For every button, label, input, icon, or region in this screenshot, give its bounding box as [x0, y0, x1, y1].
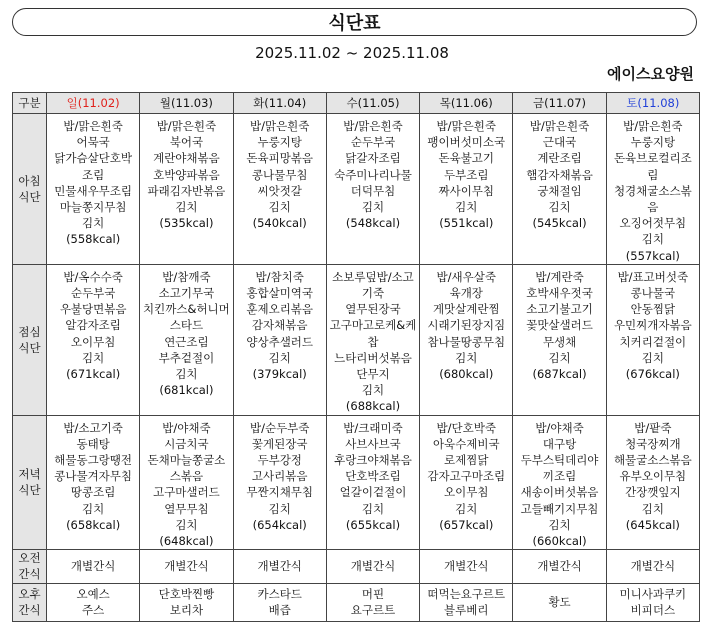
menu-item: 순두부국 [350, 135, 396, 150]
menu-cell [513, 583, 606, 621]
menu-item: 밥/소고기죽 [63, 420, 123, 435]
menu-item-list [327, 265, 419, 415]
menu-item: 미니사과쿠키 [619, 586, 687, 601]
menu-cell [233, 114, 326, 265]
menu-item: 밥/팥죽 [634, 420, 672, 435]
menu-item: 호박양파볶음 [153, 167, 220, 182]
menu-item: (540kcal) [252, 216, 307, 231]
menu-item: (655kcal) [345, 517, 401, 532]
menu-item: 민물새우무조림 [54, 183, 133, 198]
menu-cell [513, 114, 606, 265]
menu-item: 시금치국 [164, 436, 209, 451]
menu-item: 후랑크야채볶음 [334, 453, 412, 468]
menu-item: 밥/참깨죽 [162, 269, 211, 284]
menu-item-list [140, 416, 232, 550]
menu-item: 콩나물겨자무침 [54, 469, 133, 484]
menu-cell [420, 264, 513, 415]
menu-item: 숙주미나리나물 [334, 167, 412, 182]
menu-item: 머핀 [361, 586, 385, 601]
menu-item: 두부조림 [444, 167, 489, 182]
menu-item: 얼갈이겉절이 [339, 485, 407, 500]
menu-item: 소보루덮밥/소고 [332, 269, 414, 284]
menu-item: (687kcal) [532, 367, 587, 382]
menu-item: 고구마고로케&케 [329, 318, 417, 333]
menu-item-list [513, 416, 605, 550]
dinner-row-label [13, 415, 47, 550]
menu-item: (535kcal) [159, 216, 214, 231]
menu-item: 찹 [367, 334, 379, 349]
menu-item-list [234, 558, 326, 574]
menu-item-list [327, 416, 419, 533]
menu-item: 고사리볶음 [251, 469, 308, 484]
menu-item: 김치 [82, 501, 105, 516]
menu-item: 팽이버섯미소국 [427, 135, 506, 150]
menu-cell [47, 583, 140, 621]
menu-cell [233, 264, 326, 415]
row-label-line: 식단 [18, 483, 41, 498]
menu-item: 배즙 [268, 603, 291, 618]
menu-item: 오이무침 [444, 485, 489, 500]
menu-item: 밥/맑은흰죽 [249, 119, 310, 133]
menu-item: (676kcal) [625, 367, 680, 382]
menu-item: 밥/맑은흰죽 [436, 119, 496, 133]
menu-item: 치커리겉절이 [619, 334, 687, 349]
menu-item: 오징어젓무침 [619, 216, 687, 231]
menu-item-list [140, 586, 232, 618]
menu-item-list [47, 265, 139, 382]
menu-item: 닭갈자조림 [345, 151, 401, 166]
menu-item: 단호박조림 [345, 469, 401, 484]
menu-item: 치킨까스&허니머 [143, 302, 230, 317]
menu-cell [606, 583, 699, 621]
menu-item: 고들빼기지무침 [520, 501, 599, 516]
menu-item: 북어국 [169, 135, 204, 150]
menu-item: 밥/맑은흰죽 [529, 119, 590, 133]
lunch-row [13, 264, 700, 415]
menu-item-list [234, 265, 326, 382]
menu-item: 오예스 [76, 586, 110, 601]
menu-item-list [140, 114, 232, 231]
menu-item: (660kcal) [532, 534, 587, 549]
menu-item: 김치 [82, 216, 105, 231]
menu-item: 밥/옥수수죽 [63, 269, 123, 284]
menu-item: 음 [647, 200, 659, 215]
menu-item: 해물동그랑땡전 [54, 453, 133, 468]
menu-item-list [607, 586, 699, 618]
menu-cell [233, 415, 326, 550]
menu-item: 주스 [82, 603, 105, 618]
afternoon-snack-row [13, 583, 700, 621]
menu-item: 씨앗젓갈 [257, 183, 302, 198]
menu-item: 김치 [361, 501, 385, 516]
menu-item: 김치 [641, 232, 664, 247]
menu-item: 기죽 [361, 286, 385, 301]
row-label-line: 간식 [18, 567, 41, 582]
menu-item: 고구마샐러드 [153, 485, 220, 500]
menu-item: 꽃맛살샐러드 [526, 318, 593, 333]
menu-item: 김치 [361, 383, 385, 398]
menu-item: 개별간식 [444, 559, 489, 574]
menu-item: (645kcal) [625, 517, 680, 532]
menu-item: 두부스틱데리야 [520, 453, 599, 468]
menu-item: 오이무침 [70, 334, 116, 349]
menu-item: 육개장 [449, 286, 483, 301]
menu-item: 우불당면볶음 [59, 302, 127, 317]
menu-item: 김치 [175, 200, 198, 215]
menu-item-list [420, 416, 512, 533]
menu-item: 밥/야채죽 [162, 420, 211, 435]
menu-item: 두부강정 [257, 453, 302, 468]
menu-item: 김치 [548, 200, 571, 215]
menu-cell [420, 583, 513, 621]
menu-cell [326, 415, 419, 550]
menu-item: 로제찜닭 [444, 453, 489, 468]
menu-item: 돈육피망볶음 [246, 151, 314, 166]
morning-snack-row [13, 550, 700, 583]
day-header-friday: 금(11.07) [513, 93, 606, 114]
menu-cell [140, 550, 233, 583]
row-label-line: 오후 [18, 586, 41, 601]
menu-item: 새송이버섯볶음 [520, 485, 599, 500]
day-header-tuesday: 화(11.04) [233, 93, 326, 114]
menu-cell [420, 550, 513, 583]
menu-item: 밥/계란죽 [535, 269, 584, 284]
afternoon-snack-row-label [13, 583, 47, 621]
menu-item: 김치 [455, 200, 478, 215]
menu-item: 훈제오리볶음 [246, 302, 314, 317]
menu-item-list [47, 586, 139, 618]
menu-item-list [513, 558, 605, 574]
menu-item: 떠먹는요구르트 [427, 586, 506, 601]
menu-item-list [420, 114, 512, 231]
menu-item-list [234, 114, 326, 231]
menu-item-list [607, 114, 699, 264]
morning-snack-row-label [13, 550, 47, 583]
menu-item: 사브사브국 [345, 436, 401, 451]
menu-item: 유부오이무침 [619, 469, 687, 484]
menu-item: 밥/표고버섯죽 [617, 269, 689, 284]
menu-item-list [420, 558, 512, 574]
row-label-line: 점심 [18, 324, 41, 339]
menu-item: 밥/순두부죽 [249, 420, 310, 435]
menu-item: 양상추샐러드 [246, 334, 314, 349]
breakfast-row-label [13, 114, 47, 265]
menu-title-box [12, 8, 697, 36]
menu-item: 김치 [641, 350, 664, 365]
day-header-row [13, 93, 700, 114]
menu-item-list [607, 416, 699, 533]
menu-cell [326, 550, 419, 583]
menu-cell [140, 415, 233, 550]
menu-item: 돈육불고기 [438, 151, 495, 166]
menu-item-list [513, 265, 605, 382]
menu-item: 김치 [175, 367, 198, 382]
menu-item: 스볶음 [169, 469, 204, 484]
menu-item: 비피더스 [630, 603, 676, 618]
breakfast-row [13, 114, 700, 265]
menu-cell [326, 583, 419, 621]
menu-item: 콩나물무침 [251, 167, 308, 182]
menu-item: 감자채볶음 [251, 318, 308, 333]
menu-item: 요구르트 [350, 603, 396, 618]
menu-item: (654kcal) [252, 517, 307, 532]
menu-item: (558kcal) [66, 232, 121, 247]
menu-item: (671kcal) [66, 367, 121, 382]
menu-item: 밥/야채죽 [535, 420, 584, 435]
day-header-saturday: 토(11.08) [606, 93, 699, 114]
menu-item: 김치 [82, 350, 105, 365]
menu-item: 아욱수제비국 [432, 436, 500, 451]
menu-item: 파래김자반볶음 [147, 183, 226, 198]
menu-item: 누룽지탕 [257, 135, 302, 150]
row-label-line: 식단 [18, 340, 41, 355]
menu-item: 무짠지채무침 [246, 485, 314, 500]
menu-item: 황도 [548, 595, 571, 610]
menu-item: 해물굴소스볶음 [613, 453, 692, 468]
menu-item: 알감자조림 [65, 318, 121, 333]
menu-item: (657kcal) [439, 517, 494, 532]
menu-item: 조림 [82, 167, 105, 182]
menu-item: 근대국 [542, 135, 577, 150]
menu-item: 소고기불고기 [526, 302, 593, 317]
menu-item: 햄감자채볶음 [526, 167, 593, 182]
menu-item: 연근조림 [164, 334, 209, 349]
menu-item: 개별간식 [164, 559, 209, 574]
day-header-sunday: 일(11.02) [47, 93, 140, 114]
menu-item: 홍합살미역국 [246, 286, 314, 301]
menu-item: 호박새우젓국 [526, 286, 593, 301]
menu-item: 밥/맑은흰죽 [623, 119, 683, 133]
date-range: 2025.11.02 ~ 2025.11.08 [255, 44, 449, 62]
menu-item: 무생채 [542, 334, 577, 349]
row-label-line: 식단 [18, 189, 41, 204]
menu-cell [420, 114, 513, 265]
menu-item: 끼조림 [542, 469, 577, 484]
menu-item: 밥/새우살죽 [436, 269, 496, 284]
menu-item: 밥/맑은흰죽 [63, 119, 123, 133]
menu-cell [606, 550, 699, 583]
menu-item: 개별간식 [257, 559, 302, 574]
menu-item: (648kcal) [159, 534, 214, 549]
menu-item: 짜사이무침 [438, 183, 495, 198]
menu-item: 열무된장국 [345, 302, 401, 317]
menu-item: 대구탕 [542, 436, 577, 451]
menu-item: 열무무침 [164, 501, 209, 516]
menu-item: 시래기된장지짐 [427, 318, 506, 333]
menu-item: 더덕무침 [350, 183, 396, 198]
menu-item: (688kcal) [345, 399, 401, 414]
menu-item: 마늘쫑지무침 [59, 200, 127, 215]
menu-item: 우민찌개자볶음 [613, 318, 692, 333]
menu-item: 돈육브로컬리조 [613, 151, 692, 166]
menu-cell [47, 415, 140, 550]
menu-item: 스타드 [169, 318, 204, 333]
day-header-wednesday: 수(11.05) [326, 93, 419, 114]
menu-item-list [420, 586, 512, 618]
menu-item: 블루베리 [444, 603, 489, 618]
menu-item: 꽃게된장국 [251, 436, 308, 451]
menu-item: 밥/크래미죽 [343, 420, 403, 435]
menu-item-list [47, 416, 139, 533]
row-label-line: 오전 [18, 551, 41, 566]
menu-cell [326, 264, 419, 415]
menu-item-list [47, 558, 139, 574]
menu-cell [513, 415, 606, 550]
menu-item: 김치 [268, 501, 291, 516]
menu-cell [513, 264, 606, 415]
menu-cell [47, 114, 140, 265]
menu-item: 김치 [548, 517, 571, 532]
menu-cell [606, 415, 699, 550]
row-label-line: 아침 [18, 173, 41, 188]
day-header-monday: 월(11.03) [140, 93, 233, 114]
menu-item: 어묵국 [76, 135, 110, 150]
menu-item: 청국장찌개 [625, 436, 681, 451]
menu-item: 밥/맑은흰죽 [156, 119, 217, 133]
menu-item-list [607, 265, 699, 382]
menu-item: 단호박찐빵 [158, 586, 215, 601]
menu-cell [606, 264, 699, 415]
facility-name: 에이스요양원 [607, 65, 694, 83]
menu-cell [326, 114, 419, 265]
page-title: 식단표 [328, 13, 381, 34]
menu-item-list [420, 265, 512, 382]
menu-item: 순두부국 [70, 286, 116, 301]
menu-item: 보리차 [169, 603, 204, 618]
menu-item: 김치 [268, 350, 291, 365]
menu-item: 밥/참치죽 [255, 269, 304, 284]
menu-item: 닭가슴살단호박 [54, 151, 133, 166]
menu-item: 부추겉절이 [158, 350, 215, 365]
menu-item-list [234, 416, 326, 533]
menu-item-list [607, 558, 699, 574]
menu-item: 소고기무국 [158, 286, 215, 301]
menu-item: 느타리버섯볶음 [334, 350, 412, 365]
menu-cell [47, 550, 140, 583]
menu-item: 김치 [175, 517, 198, 532]
menu-item: 감자고구마조림 [427, 469, 506, 484]
menu-item: 개별간식 [630, 559, 676, 574]
menu-item: 김치 [361, 200, 385, 215]
meal-plan-table [12, 92, 700, 622]
menu-item: 림 [647, 167, 659, 182]
row-label-line: 저녁 [18, 467, 41, 482]
menu-item: 밥/맑은흰죽 [343, 119, 403, 133]
menu-item: (551kcal) [439, 216, 494, 231]
menu-item: 청경채굴소스볶 [613, 183, 692, 198]
menu-item: 개별간식 [537, 559, 582, 574]
menu-cell [140, 264, 233, 415]
day-header-thursday: 목(11.06) [420, 93, 513, 114]
menu-item: (680kcal) [439, 367, 494, 382]
row-label-line: 간식 [18, 603, 41, 618]
menu-cell [140, 583, 233, 621]
menu-item: 카스타드 [257, 586, 302, 601]
menu-item: 궁채절임 [537, 183, 582, 198]
menu-item: 간장깻잎지 [625, 485, 681, 500]
menu-item: 김치 [455, 501, 478, 516]
menu-item-list [513, 114, 605, 231]
menu-item-list [327, 586, 419, 618]
menu-item: (379kcal) [252, 367, 307, 382]
menu-item: 계란야채볶음 [153, 151, 220, 166]
menu-item-list [327, 558, 419, 574]
menu-item-list [140, 265, 232, 399]
menu-item-list [234, 586, 326, 618]
dinner-row [13, 415, 700, 550]
menu-cell [47, 264, 140, 415]
menu-item: 콩나물국 [630, 286, 676, 301]
menu-cell [606, 114, 699, 265]
menu-item: 김치 [548, 350, 571, 365]
menu-item: 개별간식 [350, 559, 396, 574]
menu-item-list [327, 114, 419, 231]
menu-item: 돈채마늘쫑굴소 [147, 453, 226, 468]
menu-item: 김치 [268, 200, 291, 215]
menu-item: 참나물땅콩무침 [427, 334, 506, 349]
menu-cell [140, 114, 233, 265]
menu-item-list [140, 558, 232, 574]
menu-item: 안동찜닭 [630, 302, 676, 317]
menu-item: 단무지 [356, 367, 390, 382]
menu-item: 계란조림 [537, 151, 582, 166]
corner-label: 구분 [13, 93, 47, 114]
menu-item: (548kcal) [345, 216, 401, 231]
menu-cell [513, 550, 606, 583]
menu-item: (658kcal) [66, 517, 121, 532]
lunch-row-label [13, 264, 47, 415]
menu-cell [233, 583, 326, 621]
menu-item-list [513, 594, 605, 610]
menu-item: 밥/단호박죽 [436, 420, 496, 435]
menu-item: (557kcal) [625, 248, 680, 263]
menu-item: 동태탕 [76, 436, 110, 451]
menu-item: 김치 [641, 501, 664, 516]
menu-item: (545kcal) [532, 216, 587, 231]
menu-item: 김치 [455, 350, 478, 365]
meal-plan-body [13, 114, 700, 622]
menu-item: 누룽지탕 [630, 135, 676, 150]
menu-cell [233, 550, 326, 583]
menu-item: 게맛살계란찜 [432, 302, 500, 317]
menu-cell [420, 415, 513, 550]
menu-item: 땅콩조림 [70, 485, 116, 500]
menu-item: (681kcal) [159, 383, 214, 398]
menu-item: 개별간식 [70, 559, 116, 574]
menu-item-list [47, 114, 139, 248]
